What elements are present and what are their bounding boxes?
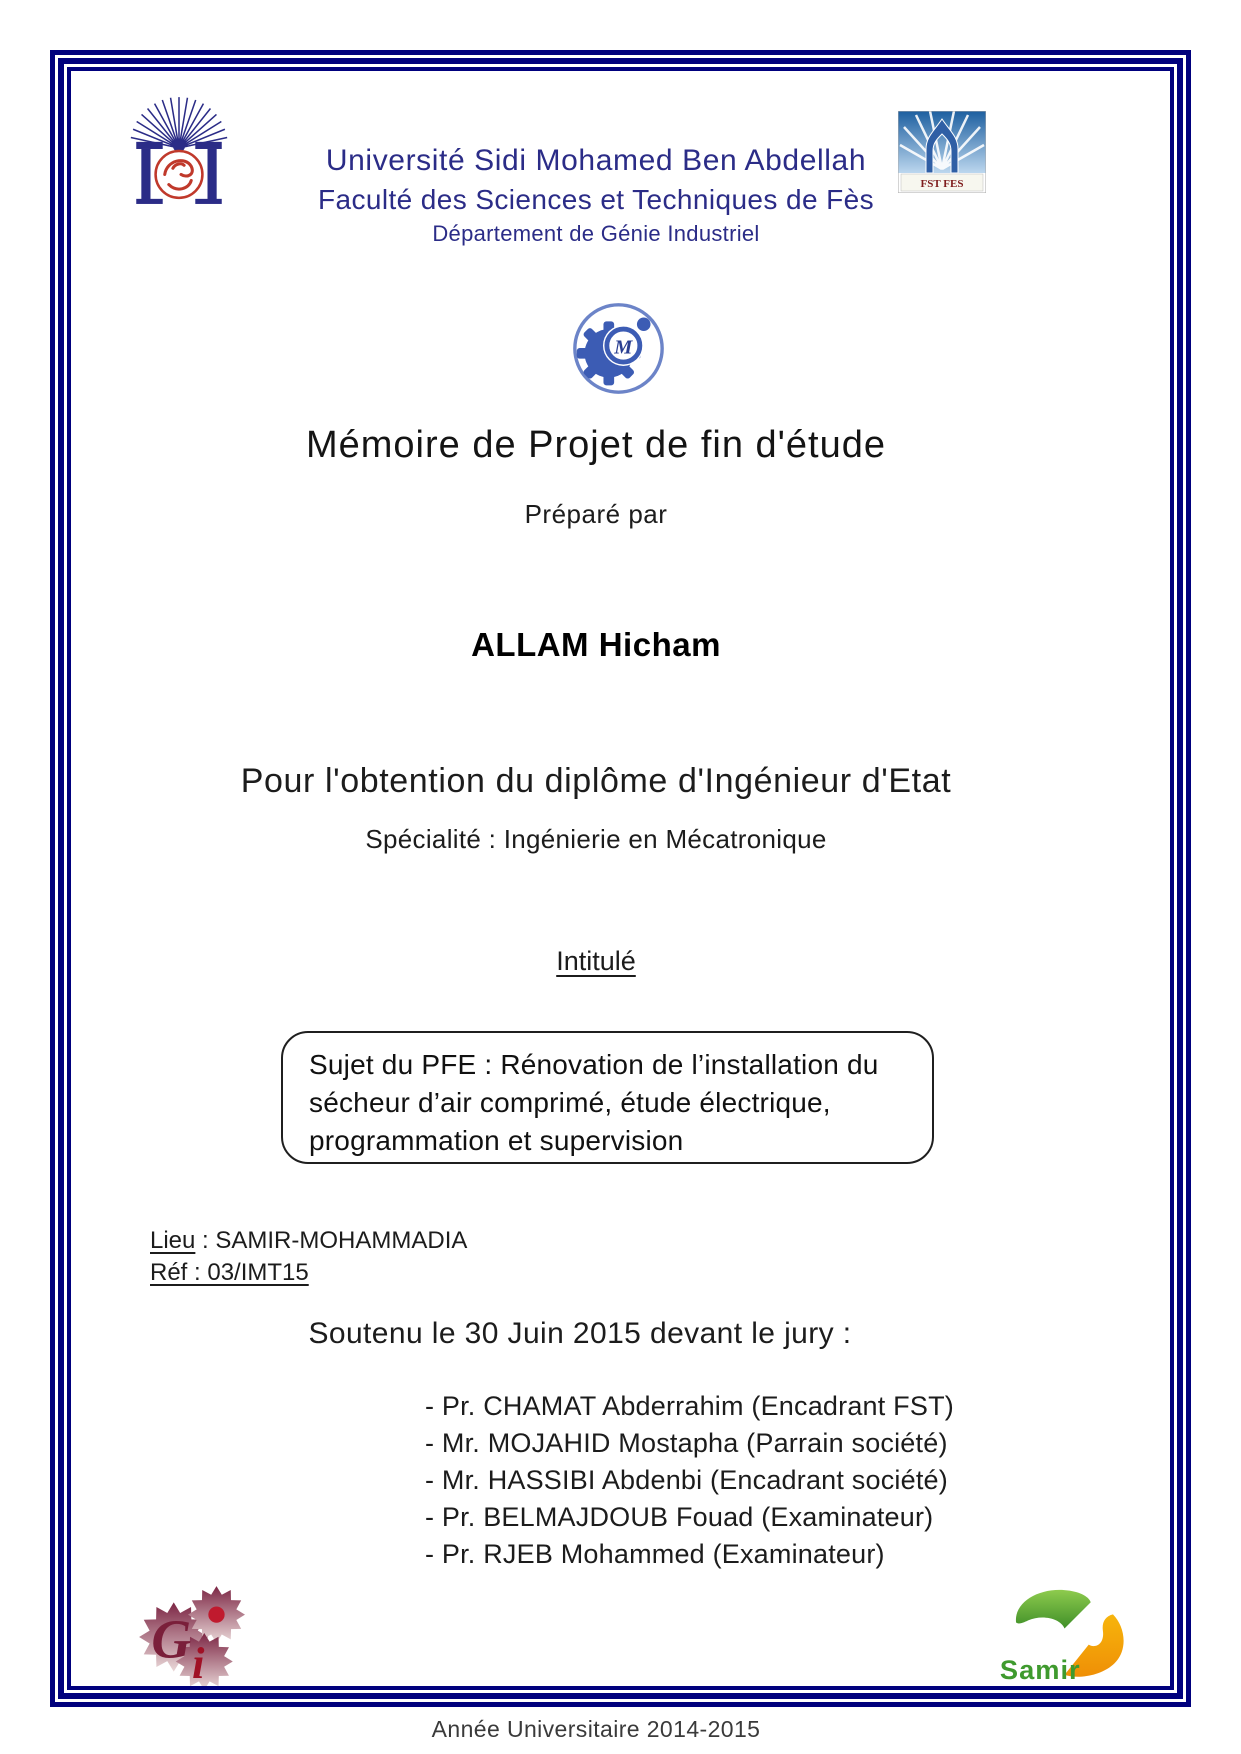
location-value: : SAMIR-MOHAMMADIA [195, 1227, 468, 1254]
university-name: Université Sidi Mohamed Ben Abdellah [325, 144, 867, 177]
degree-purpose-line: Pour l'obtention du diplôme d'Ingénieur d'Etat [240, 762, 952, 800]
document-type-title: Mémoire de Projet de fin d'étude [305, 424, 886, 466]
samir-green-swoosh [1016, 1590, 1091, 1629]
intitule-heading-text: Intitulé [556, 946, 636, 976]
defense-date-line: Soutenu le 30 Juin 2015 devant le jury : [308, 1317, 852, 1350]
subject-box [281, 1031, 934, 1164]
mechatronics-letter: M [614, 336, 633, 359]
jury-member: - Mr. HASSIBI Abdenbi (Encadrant société) [425, 1465, 948, 1495]
samir-company-logo [991, 1580, 1138, 1686]
subject-line-2: sécheur d’air comprimé, étude électrique, [309, 1087, 831, 1119]
specialty-line: Spécialité : Ingénierie en Mécatronique [365, 824, 827, 854]
author-name: ALLAM Hicham [471, 626, 721, 663]
reference-line: Réf : 03/IMT15 [150, 1259, 309, 1286]
gi-dot [208, 1606, 224, 1622]
mechatronics-dot [637, 317, 651, 331]
fst-caption-text: FST FES [920, 178, 964, 190]
fst-fes-logo [898, 111, 986, 193]
department-name: Département de Génie Industriel [432, 221, 760, 247]
location-label: Lieu [150, 1227, 196, 1254]
gi-letter-i: i [192, 1637, 205, 1686]
gi-letter-g: G [151, 1608, 192, 1670]
prepared-by-label: Préparé par [524, 499, 668, 529]
subject-line-3: programmation et supervision [309, 1125, 684, 1157]
jury-member: - Pr. RJEB Mohammed (Examinateur) [425, 1539, 885, 1569]
jury-list [425, 1388, 954, 1573]
academic-year-footer: Année Universitaire 2014-2015 [431, 1716, 761, 1742]
jury-member: - Mr. MOJAHID Mostapha (Parrain société) [425, 1428, 948, 1458]
faculty-name: Faculté des Sciences et Techniques de Fès [318, 184, 874, 216]
gi-department-logo [133, 1584, 245, 1686]
jury-member: - Pr. CHAMAT Abderrahim (Encadrant FST) [425, 1391, 954, 1421]
location-line [150, 1227, 467, 1255]
intitule-heading [65, 946, 1127, 977]
subject-line-1: Sujet du PFE : Rénovation de l’installation du [309, 1049, 879, 1080]
mechatronics-logo [570, 300, 667, 397]
jury-member: - Pr. BELMAJDOUB Fouad (Examinateur) [425, 1502, 934, 1532]
samir-wordmark: Samir [999, 1653, 1081, 1685]
